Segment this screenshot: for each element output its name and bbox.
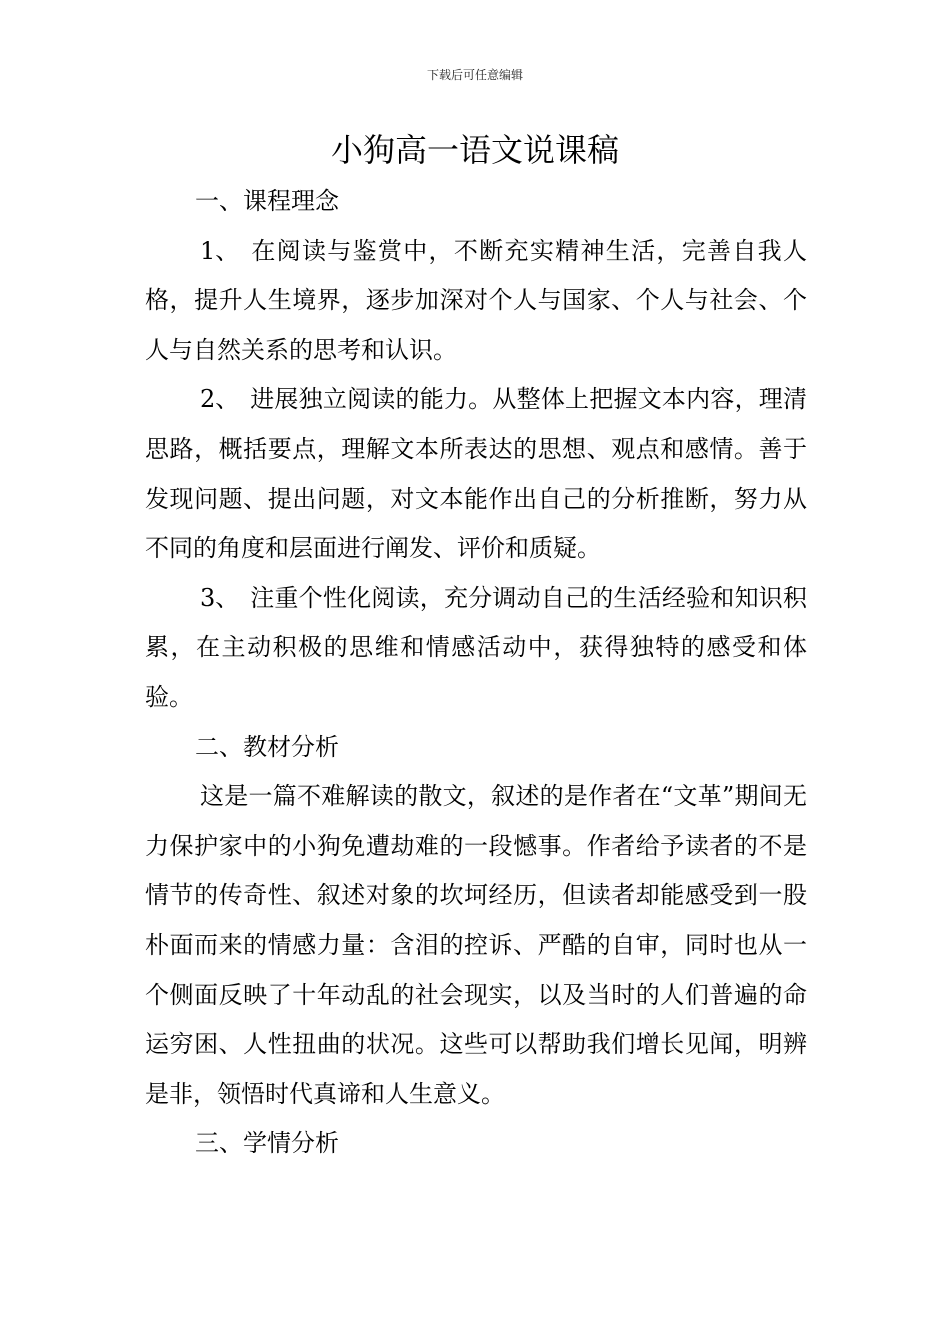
section-paragraph: 这是一篇不难解读的散文，叙述的是作者在“文革”期间无力保护家中的小狗免遭劫难的一段憾事。作者给予读者的不是情节的传奇性、叙述对象的坎坷经历，但读者却能感受到一股朴面而来的情感力量：含泪的控诉、严酷的自审，同时也从一个侧面反映了十年动乱的社会现实，以及当时的人们普遍的命运穷困、人性扭曲的状况。这些可以帮助我们增长见闻，明辨是非，领悟时代真谛和人生意义。 <box>145 782 807 1108</box>
section-heading-2: 二、教材分析 <box>195 732 339 761</box>
list-item-number: 3、 <box>200 583 240 612</box>
list-item-3 <box>145 574 807 723</box>
document-body <box>145 177 807 1169</box>
list-item-text: 注重个性化阅读，充分调动自己的生活经验和知识积累，在主动积极的思维和情感活动中，获得独特的感受和体验。 <box>145 583 807 711</box>
list-item-1 <box>145 227 807 376</box>
list-item-2 <box>145 375 807 573</box>
header-note: 下载后可任意编辑 <box>426 68 523 82</box>
section-heading-1: 一、课程理念 <box>195 187 339 215</box>
list-item-text: 在阅读与鉴赏中，不断充实精神生活，完善自我人格，提升人生境界，逐步加深对个人与国家、个人与社会、个人与自然关系的思考和认识。 <box>145 236 807 364</box>
list-item-number: 1、 <box>200 236 240 265</box>
document-title: 小狗高一语文说课稿 <box>330 131 619 169</box>
list-item-number: 2、 <box>200 385 240 414</box>
section-heading-3: 三、学情分析 <box>195 1129 339 1158</box>
list-item-text: 进展独立阅读的能力。从整体上把握文本内容，理清思路，概括要点，理解文本所表达的思想、观点和感情。善于发现问题、提出问题，对文本能作出自己的分析推断，努力从不同的角度和层面进行阐发、评价和质疑。 <box>145 385 807 563</box>
